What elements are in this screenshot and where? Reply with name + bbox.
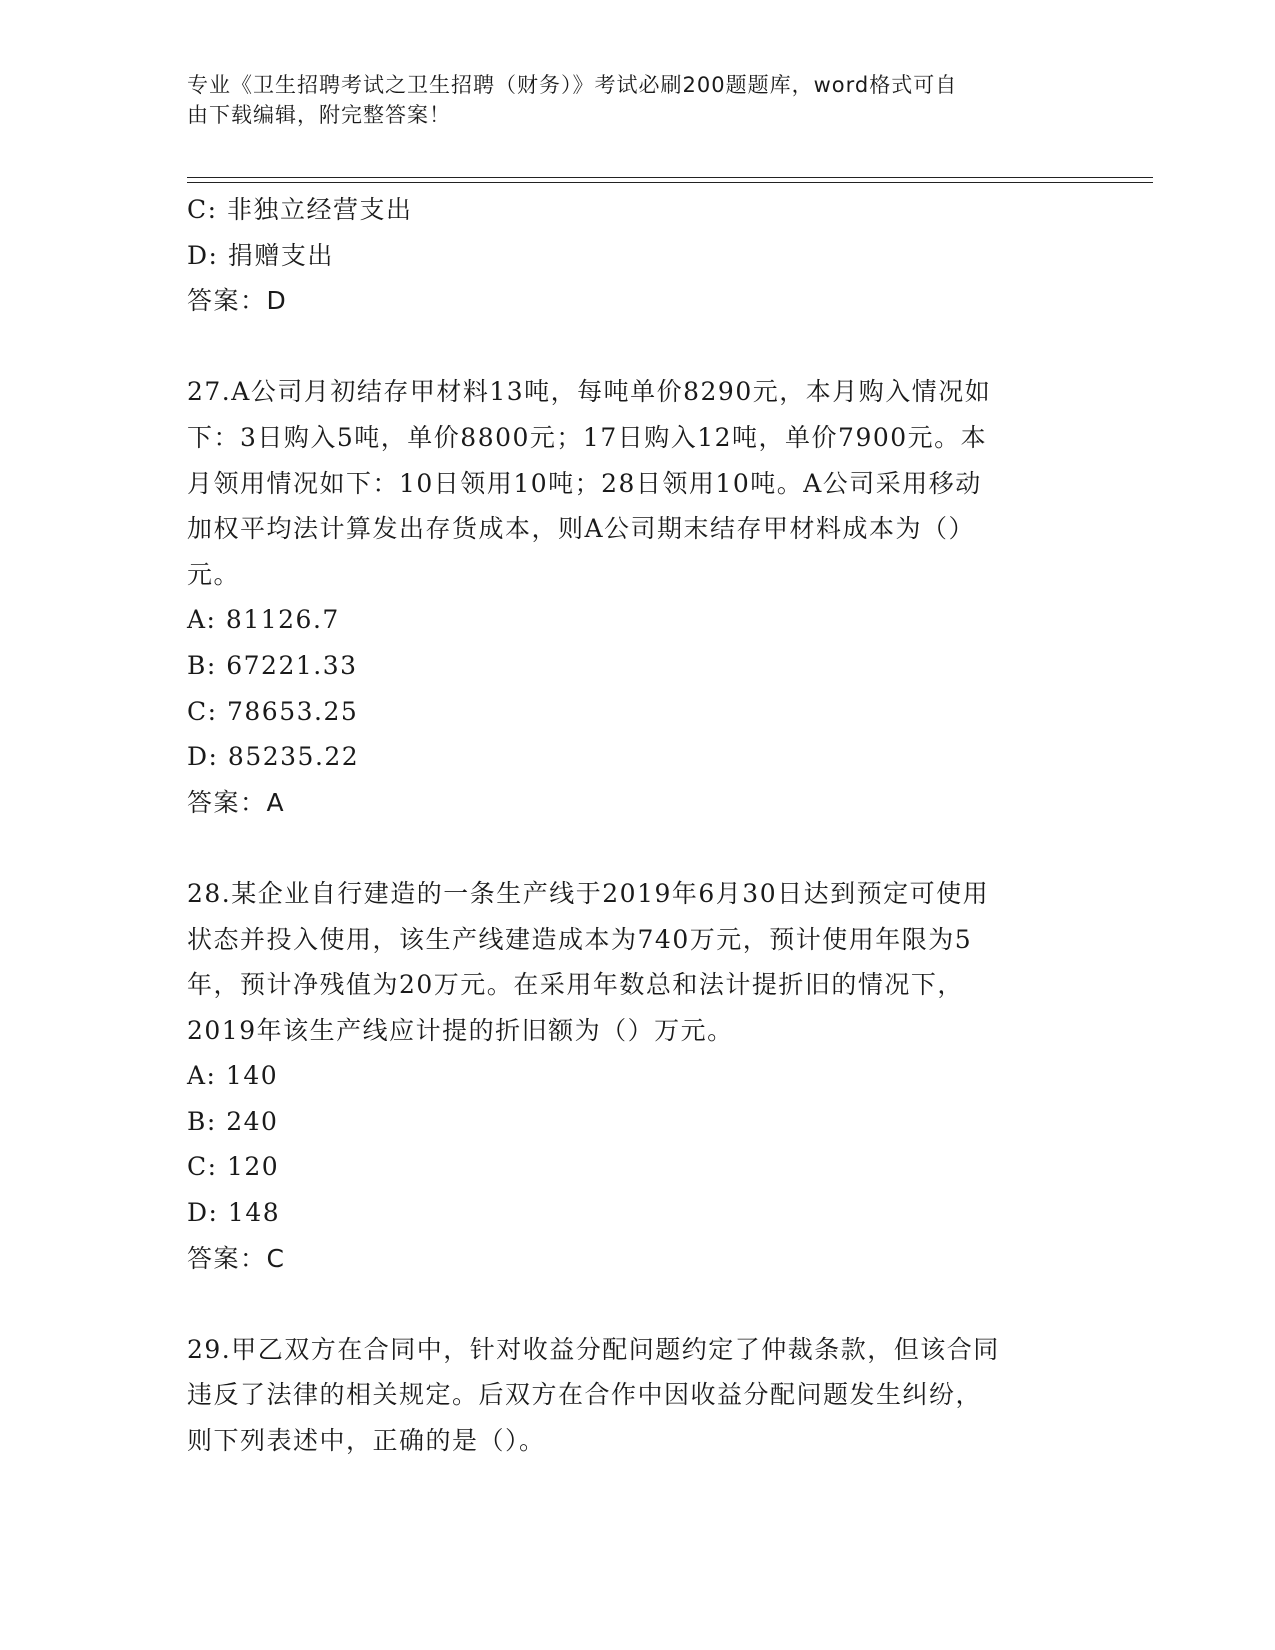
header-line-1: 专业《卫生招聘考试之卫生招聘（财务）》考试必刷200题题库，word格式可自 — [187, 73, 958, 97]
option-line: D: 85235.22 — [187, 742, 360, 772]
option-line: C: 120 — [187, 1152, 280, 1182]
question-line: 元。 — [187, 559, 241, 589]
question-line: 状态并投入使用，该生产线建造成本为740万元，预计使用年限为5 — [187, 924, 973, 954]
header-divider-top — [187, 177, 1153, 178]
option-line: D: 捐赠支出 — [187, 240, 334, 270]
header-divider-bottom — [187, 182, 1153, 183]
question-line: 28.某企业自行建造的一条生产线于2019年6月30日达到预定可使用 — [187, 878, 990, 908]
option-line: C: 非独立经营支出 — [187, 195, 413, 224]
option-line: C: 78653.25 — [187, 696, 359, 726]
question-line: 则下列表述中，正确的是（）。 — [187, 1426, 546, 1456]
answer-line: 答案：D — [187, 286, 288, 316]
paragraph-gap — [187, 825, 1087, 871]
question-line: 29.甲乙双方在合同中，针对收益分配问题约定了仲裁条款，但该合同 — [187, 1334, 1000, 1364]
question-line: 加权平均法计算发出存货成本，则A公司期末结存甲材料成本为（） — [187, 514, 976, 544]
paragraph-gap — [187, 324, 1087, 370]
option-line: B: 67221.33 — [187, 650, 358, 680]
question-line: 年，预计净残值为20万元。在采用年数总和法计提折旧的情况下， — [187, 970, 964, 1000]
question-line: 违反了法律的相关规定。后双方在合作中因收益分配问题发生纠纷， — [187, 1380, 983, 1410]
header-line-2: 由下载编辑，附完整答案！ — [187, 103, 451, 127]
option-line: D: 148 — [187, 1198, 281, 1228]
question-line: 2019年该生产线应计提的折旧额为（）万元。 — [187, 1015, 734, 1045]
question-line: 27.A公司月初结存甲材料13吨，每吨单价8290元，本月购入情况如 — [187, 377, 992, 407]
question-line: 下：3日购入5吨，单价8800元；17日购入12吨，单价7900元。本 — [187, 422, 988, 452]
option-line: A: 81126.7 — [187, 605, 340, 635]
answer-line: 答案：C — [187, 1243, 286, 1273]
paragraph-gap — [187, 1281, 1087, 1327]
option-line: B: 240 — [187, 1106, 279, 1136]
question-content — [187, 187, 1087, 1464]
question-line: 月领用情况如下：10日领用10吨；28日领用10吨。A公司采用移动 — [187, 468, 982, 498]
answer-line: 答案：A — [187, 787, 286, 817]
option-line: A: 140 — [187, 1061, 279, 1091]
document-header — [187, 70, 1067, 130]
